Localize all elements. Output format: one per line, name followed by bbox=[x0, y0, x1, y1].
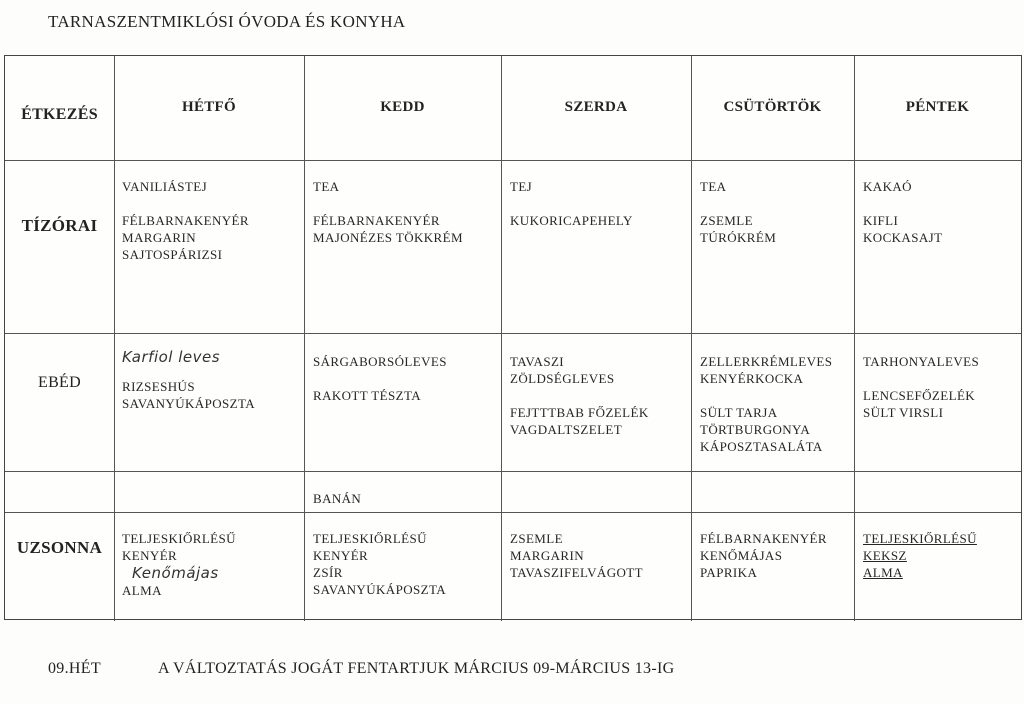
menu-table bbox=[4, 55, 1022, 620]
grid-line bbox=[304, 56, 305, 621]
row-label-uzsonna: UZSONNA bbox=[16, 538, 103, 557]
menu-cell-ebed-kedd: SÁRGABORSÓLEVES RAKOTT TÉSZTA bbox=[313, 354, 447, 403]
menu-cell-tizorai-szerda: TEJ KUKORICAPEHELY bbox=[510, 179, 633, 228]
menu-cell-ebed-csutortok: ZELLERKRÉMLEVES KENYÉRKOCKA SÜLT TARJA TÖRTBURGONYA KÁPOSZTASALÁTA bbox=[700, 354, 833, 454]
menu-cell-uzsonna-szerda: ZSEMLE MARGARIN TAVASZIFELVÁGOTT bbox=[510, 531, 643, 580]
grid-line bbox=[5, 512, 1021, 513]
grid-line bbox=[5, 471, 1021, 472]
menu-cell-ebed-pentek: TARHONYALEVES LENCSEFŐZELÉK SÜLT VIRSLI bbox=[863, 354, 980, 420]
menu-cell-tizorai-csutortok: TEA ZSEMLE TÚRÓKRÉM bbox=[700, 179, 777, 245]
grid-line bbox=[691, 56, 692, 621]
week-label: 09.HÉT bbox=[48, 660, 101, 677]
header-szerda: SZERDA bbox=[564, 99, 628, 115]
menu-cell-uzsonna-pentek: TELJESKIŐRLÉSŰ KEKSZ ALMA bbox=[863, 531, 977, 580]
header-kedd: KEDD bbox=[380, 99, 425, 115]
header-hetfo: HÉTFŐ bbox=[181, 99, 236, 115]
menu-cell-extra-kedd: BANÁN bbox=[313, 491, 362, 506]
menu-cell-tizorai-kedd: TEA FÉLBARNAKENYÉR MAJONÉZES TÖKKRÉM bbox=[313, 179, 463, 245]
row-label-tizorai: TÍZÓRAI bbox=[21, 216, 98, 235]
menu-cell-tizorai-hetfo: VANILIÁSTEJ FÉLBARNAKENYÉR MARGARIN SAJTOSPÁRIZSI bbox=[122, 179, 249, 262]
row-label-ebed: EBÉD bbox=[38, 374, 81, 391]
menu-cell-uzsonna-kedd: TELJESKIŐRLÉSŰ KENYÉR ZSÍR SAVANYÚKÁPOSZTA bbox=[313, 531, 447, 597]
menu-cell-ebed-hetfo: Karfiol leves RIZSESHÚS SAVANYÚKÁPOSZTA bbox=[122, 348, 256, 411]
menu-cell-uzsonna-csutortok: FÉLBARNAKENYÉR KENŐMÁJAS PAPRIKA bbox=[700, 531, 827, 580]
footer-notice: A VÁLTOZTATÁS JOGÁT FENTARTJUK MÁRCIUS 09-MÁRCIUS 13-IG bbox=[158, 660, 675, 677]
menu-cell-ebed-szerda: TAVASZI ZÖLDSÉGLEVES FEJTTTBAB FŐZELÉK VAGDALTSZELET bbox=[510, 354, 649, 437]
menu-cell-tizorai-pentek: KAKAÓ KIFLI KOCKASAJT bbox=[863, 179, 943, 245]
document-title: TARNASZENTMIKLÓSI ÓVODA ÉS KONYHA bbox=[48, 12, 406, 31]
grid-line bbox=[501, 56, 502, 621]
header-etkezes: ÉTKEZÉS bbox=[21, 106, 98, 123]
grid-line bbox=[5, 160, 1021, 161]
grid-line bbox=[854, 56, 855, 621]
menu-cell-uzsonna-hetfo: TELJESKIŐRLÉSŰ KENYÉR Kenőmájas ALMA bbox=[122, 531, 236, 598]
grid-line bbox=[5, 333, 1021, 334]
header-pentek: PÉNTEK bbox=[905, 99, 970, 115]
header-csutortok: CSÜTÖRTÖK bbox=[723, 99, 822, 115]
handwritten-note-kenomajas: Kenőmájas bbox=[132, 564, 219, 582]
grid-line bbox=[114, 56, 115, 621]
handwritten-note-karfiol: Karfiol leves bbox=[122, 348, 221, 366]
